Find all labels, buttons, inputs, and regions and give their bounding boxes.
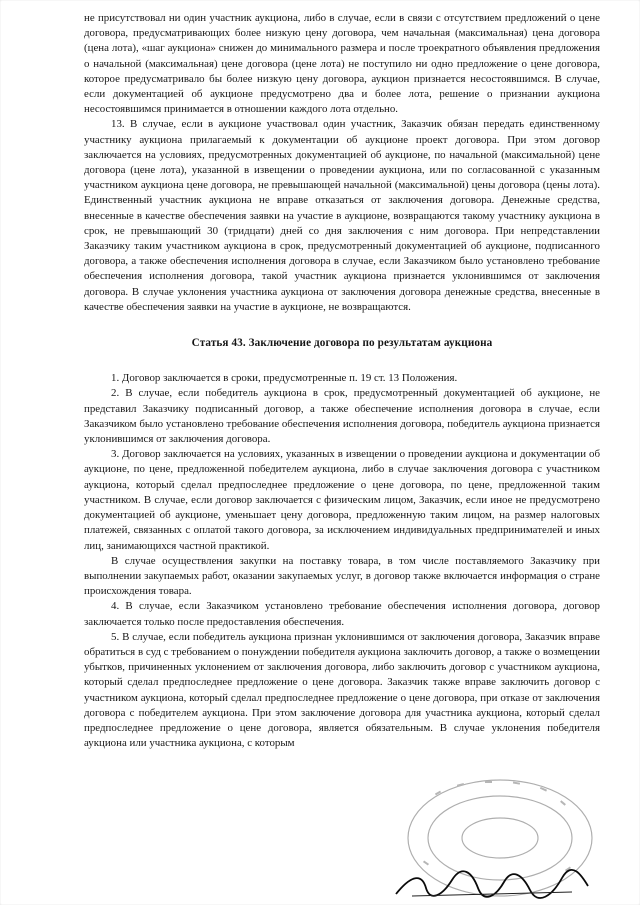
clause-5: 5. В случае, если победитель аукциона признан уклонившимся от заключения договора, Заказчик вправе обратиться в суд с требованием о понуждении победителя аукциона заключить договор, а также о возмещении убытков, причиненных уклонением от заключения договора, либо заключить договор с участником аукциона, который сделал предпоследнее предложение о цене договора. Заказчик также вправе заключить договор с участником аукциона, который сделал предпоследнее предложение о цене договора, при отказе от заключения договора с победителем аукциона. При этом заключение договора для участника аукциона, который сделал предпоследнее предложение о цене договора, является обязательным. В случае уклонения победителя аукциона или участника аукциона, с которым (84, 630, 600, 750)
article-43-heading: Статья 43. Заключение договора по результатам аукциона (191, 337, 493, 350)
paragraph-13: 13. В случае, если в аукционе участвовал один участник, Заказчик обязан передать единственному участнику аукциона прилагаемый к документации об аукционе проект договора. При этом договор заключается на условиях, предусмотренных документацией об аукционе, по начальной (максимальной) цене договора (цене лота), указанной в извещении о проведении аукциона, или по согласованной с указанным участником аукциона цене договора, не превышающей начальной (максимальной) цены договора (цены лота). Единственный участник аукциона не вправе отказаться от заключения договора. Денежные средства, внесенные в качестве обеспечения заявки на участие в аукционе, возвращаются такому участнику аукциона в срок, не превышающий 30 (тридцати) дней со дня заключения с ним договора. При непредставлении Заказчику таким участником аукциона в срок, предусмотренный документацией об аукционе, подписанного договора, а также обеспечения исполнения договора в случае, если Заказчиком было установлено требование обеспечения исполнения договора, такой участник аукциона признается уклонившимся от заключения договора. В случае уклонения участника аукциона от заключения договора денежные средства, внесенные в качестве обеспечения заявки на участие в аукционе, не возвращаются. (84, 118, 600, 313)
document-text (84, 11, 600, 751)
signature-scribble (392, 866, 592, 902)
clause-4: 4. В случае, если Заказчиком установлено требование обеспечения исполнения договора, договор заключается только после предоставления обеспечения. (84, 600, 600, 628)
clause-2: 2. В случае, если победитель аукциона в срок, предусмотренный документацией об аукционе, не представил Заказчику подписанный договор, а также обеспечение исполнения договора в случае, если Заказчиком было установлено требование обеспечения исполнения договора, победитель аукциона признается уклонившимся от заключения договора. (84, 387, 600, 446)
paragraph-continuation: не присутствовал ни один участник аукциона, либо в случае, если в связи с отсутствием предложений о цене договора, предусматривающих более низкую цену договора, чем начальная (максимальная) цена договора (цена лота), «шаг аукциона» снижен до минимального размера и после троекратного объявления предложения о начальной (максимальная) цене договора (цене лота) не поступило ни одно предложение о цене договора, которое предусматривало бы более низкую цену договора, аукцион признается несостоявшимся. В случае, если документацией об аукционе предусмотрено два и более лота, решение о признании аукциона несостоявшимся принимается в отношении каждого лота отдельно. (84, 12, 600, 116)
clause-3-goods-origin: В случае осуществления закупки на поставку товара, в том числе поставляемого Заказчику при выполнении закупаемых работ, оказании закупаемых услуг, в договор также включается информация о стране происхождения товара. (84, 554, 600, 598)
clause-3: 3. Договор заключается на условиях, указанных в извещении о проведении аукциона и документации об аукционе, по цене, предложенной победителем аукциона, либо в случае заключения договора с участником аукциона, который сделал предпоследнее предложение о цене договора, по цене, предложенной таким участником. В случае, если договор заключается с физическим лицом, Заказчик, если иное не предусмотрено документацией об аукционе, уменьшает цену договора, предложенную таким лицом, на размер налоговых платежей, связанных с оплатой такого договора, за исключением индивидуальных предпринимателей и иных лиц, занимающихся частной практикой. (84, 448, 600, 552)
clause-1: 1. Договор заключается в сроки, предусмотренные п. 19 ст. 13 Положения. (111, 372, 458, 385)
